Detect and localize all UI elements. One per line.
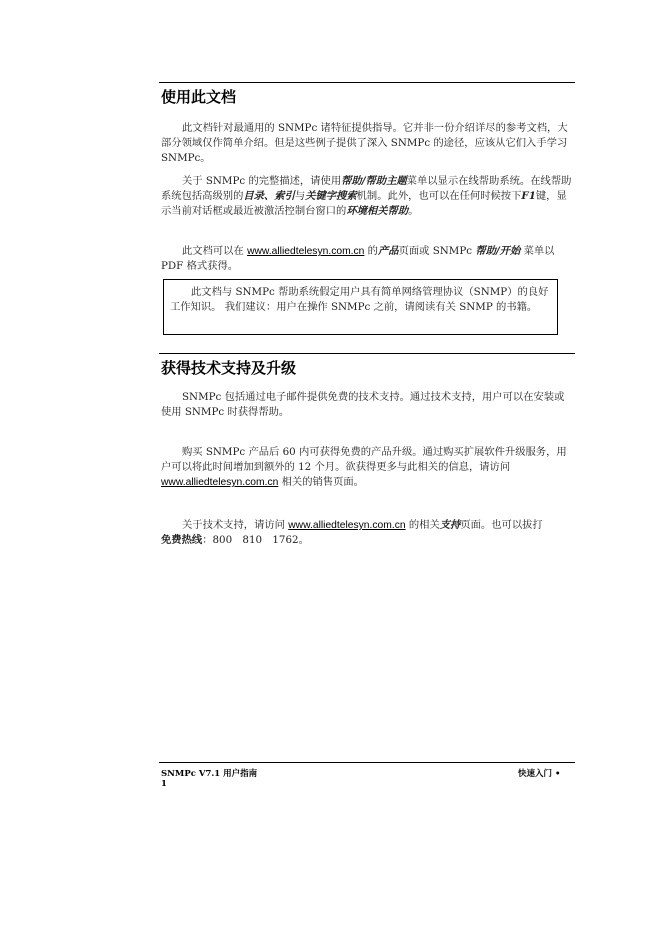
text: 页面。也可以拔打 <box>460 519 543 531</box>
text: 菜单以显示在线帮助系统。在线帮助系统包括高级别的 <box>161 175 572 202</box>
paragraph-support-text: SNMPc 包括通过电子邮件提供免费的技术支持。通过技术支持，用户可以在安装或使用 SNMPc 时获得帮助。 <box>161 391 565 418</box>
website-link[interactable]: www.alliedtelesyn.com.cn <box>247 246 365 257</box>
text: 页面或 SNMPc <box>398 245 473 257</box>
text: 的相关 <box>408 519 440 531</box>
footer-doc-title: SNMPc V7.1 用户指南 <box>161 769 258 779</box>
hotline-number: ：800 810 1762。 <box>202 534 309 546</box>
section-heading-use-doc: 使用此文档 <box>161 88 237 106</box>
page-number: 1 <box>161 779 167 789</box>
ref-support: 支持 <box>439 519 461 531</box>
paragraph-upgrade <box>161 445 573 490</box>
text: 此文档可以在 <box>182 245 244 257</box>
section-heading-support: 获得技术支持及升级 <box>161 359 297 377</box>
paragraph-support <box>161 390 573 420</box>
ref-keyword-search: 关键字搜索 <box>305 190 357 202</box>
text: 关于 SNMPc 的完整描述，请使用 <box>182 175 342 187</box>
paragraph-hotline <box>161 518 573 548</box>
text: 购买 SNMPc 产品后 60 内可获得免费的产品升级。通过购买扩展软件升级服务，用户可以将此时间增加到额外的 12 个月。欲获得更多与此相关的信息，请访问 <box>161 446 567 473</box>
paragraph-intro-text: 此文档针对最通用的 SNMPc 诸特征提供指导。它并非一份介绍详尽的参考文档，大部分领域仅作简单介绍。但是这些例子提供了深入 SNMPc 的途径，应该从它们入手学习 SNMPc。 <box>161 122 568 164</box>
text: 键，显示当前对话框或最近被激活控制台窗口的 <box>161 190 567 217</box>
ref-context-help: 环境相关帮助 <box>346 205 409 217</box>
note-box <box>163 279 558 335</box>
ref-contents-index: 目录、索引 <box>243 190 295 202</box>
text: 的 <box>367 245 378 257</box>
menu-ref-help-start: 帮助/开始 <box>475 245 521 257</box>
text: 菜单以 PDF 格式获得。 <box>161 245 555 272</box>
text: 机制。此外，也可以在任何时候按下 <box>356 190 522 202</box>
menu-ref-help-topics: 帮助/帮助主题 <box>341 175 407 187</box>
hotline-label: 免费热线 <box>161 534 203 546</box>
website-link[interactable]: www.alliedtelesyn.com.cn <box>288 520 406 531</box>
note-text: 此文档与 SNMPc 帮助系统假定用户具有简单网络管理协议（SNMP）的良好工作知识。 我们建议：用户在操作 SNMPc 之前，请阅读有关 SNMP 的书籍。 <box>170 286 549 313</box>
website-link[interactable]: www.alliedtelesyn.com.cn <box>161 477 279 488</box>
footer-section-name: 快速入门 • <box>518 769 561 779</box>
text: 相关的销售页面。 <box>281 476 364 488</box>
ref-products: 产品 <box>377 245 399 257</box>
paragraph-pdf <box>161 244 573 274</box>
paragraph-help <box>161 174 573 219</box>
footer-rule <box>159 762 575 763</box>
top-rule <box>159 82 575 83</box>
key-f1: F1 <box>521 190 536 202</box>
text: 与 <box>294 190 306 202</box>
paragraph-intro <box>161 121 573 166</box>
section-rule <box>159 353 575 354</box>
text: 。 <box>408 205 419 217</box>
text: 关于技术支持，请访问 <box>182 519 285 531</box>
